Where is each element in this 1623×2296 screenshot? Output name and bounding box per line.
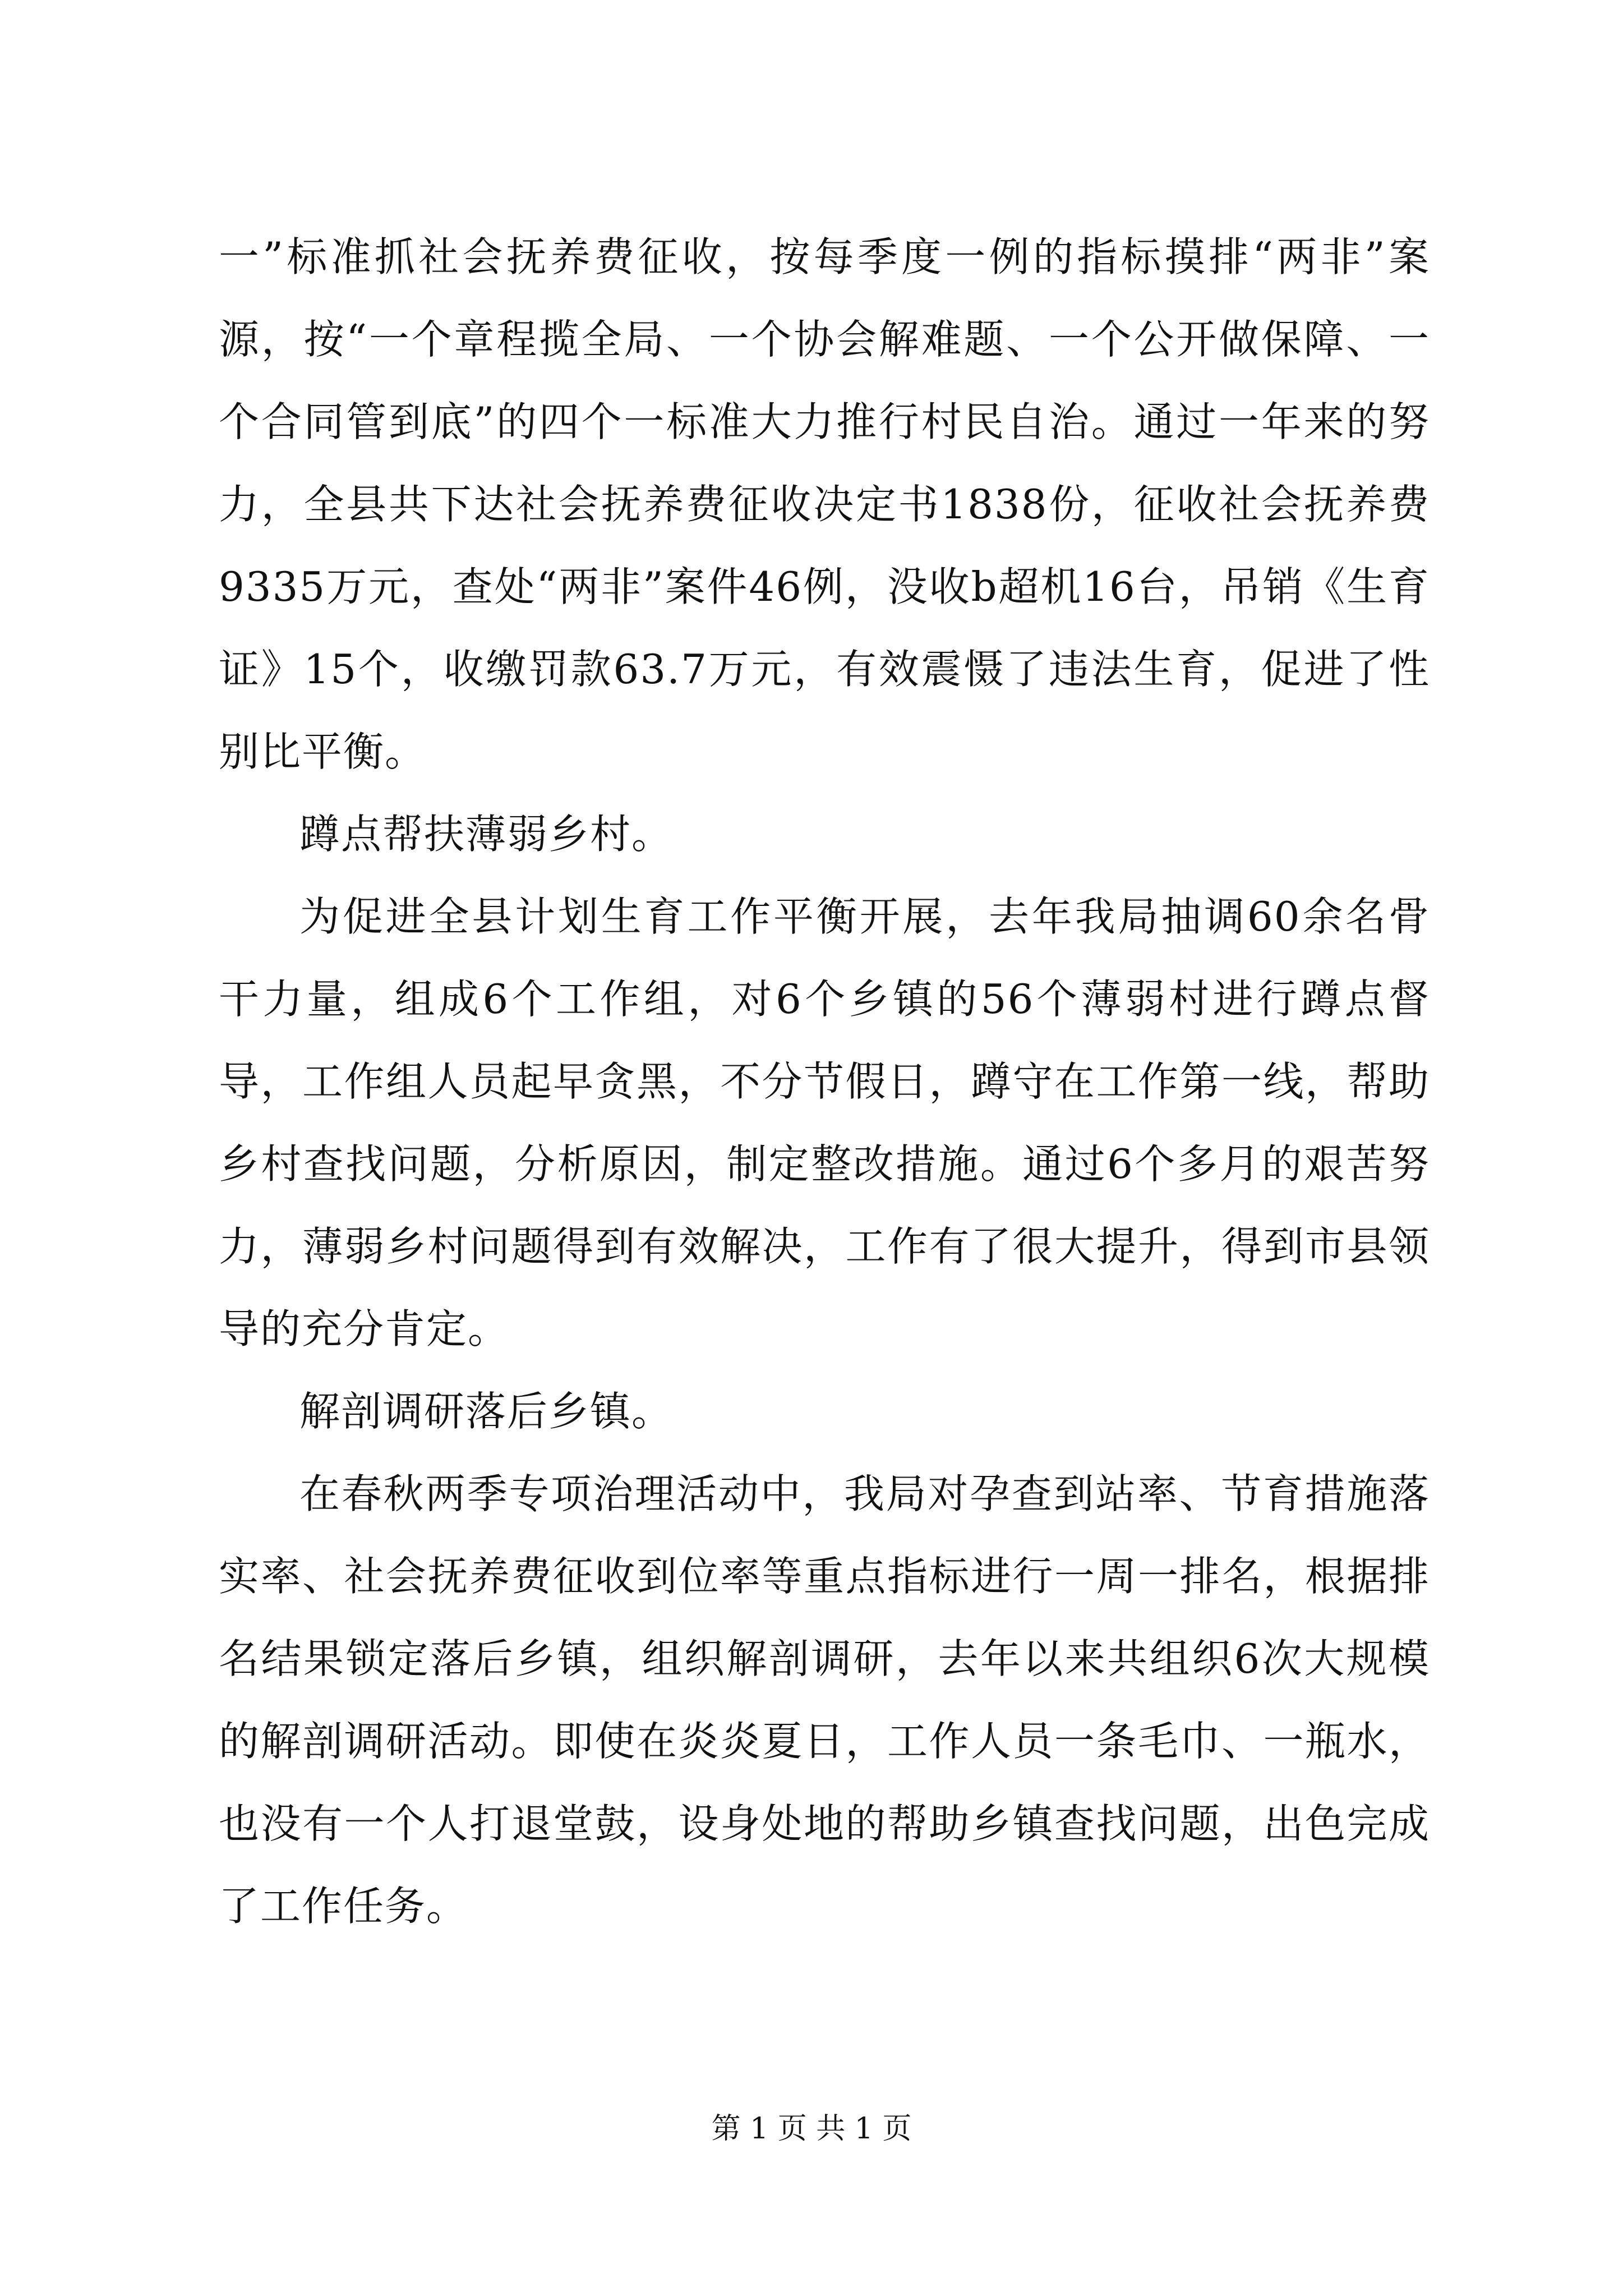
section-heading-stay-assist: 蹲点帮扶薄弱乡村。 <box>299 811 674 858</box>
section-heading-research: 解剖调研落后乡镇。 <box>299 1388 674 1435</box>
page-number-label: 第 1 页 共 1 页 <box>711 2112 912 2146</box>
paragraph-research: 在春秋两季专项治理活动中，我局对孕查到站率、节育措施落实率、社会抚养费征收到位率等重点指标进行一周一排名，根据排名结果锁定落后乡镇，组织解剖调研，去年以来共组织6次大规模的解剖调研活动。即使在炎炎夏日，工作人员一条毛巾、一瓶水，也没有一个人打退堂鼓，设身处地的帮助乡镇查找问题，出色完成了工作任务。 <box>219 1470 1430 1930</box>
paragraph-stay-assist: 为促进全县计划生育工作平衡开展，去年我局抽调60余名骨干力量，组成6个工作组，对6个乡镇的56个薄弱村进行蹲点督导，工作组人员起早贪黑，不分节假日，蹲守在工作第一线，帮助乡村查找问题，分析原因，制定整改措施。通过6个多月的艰苦努力，薄弱乡村问题得到有效解决，工作有了很大提升，得到市县领导的充分肯定。 <box>219 893 1430 1352</box>
paragraph-continuation: 一”标准抓社会抚养费征收，按每季度一例的指标摸排“两非”案源，按“一个章程揽全局、一个协会解难题、一个公开做保障、一个合同管到底”的四个一标准大力推行村民自治。通过一年来的努力，全县共下达社会抚养费征收决定书1838份，征收社会抚养费9335万元，查处“两非”案件46例，没收b超机16台，吊销《生育证》15个，收缴罚款63.7万元，有效震慑了违法生育，促进了性别比平衡。 <box>219 233 1430 775</box>
page-footer <box>0 2112 1623 2146</box>
document-body <box>219 216 1430 1948</box>
